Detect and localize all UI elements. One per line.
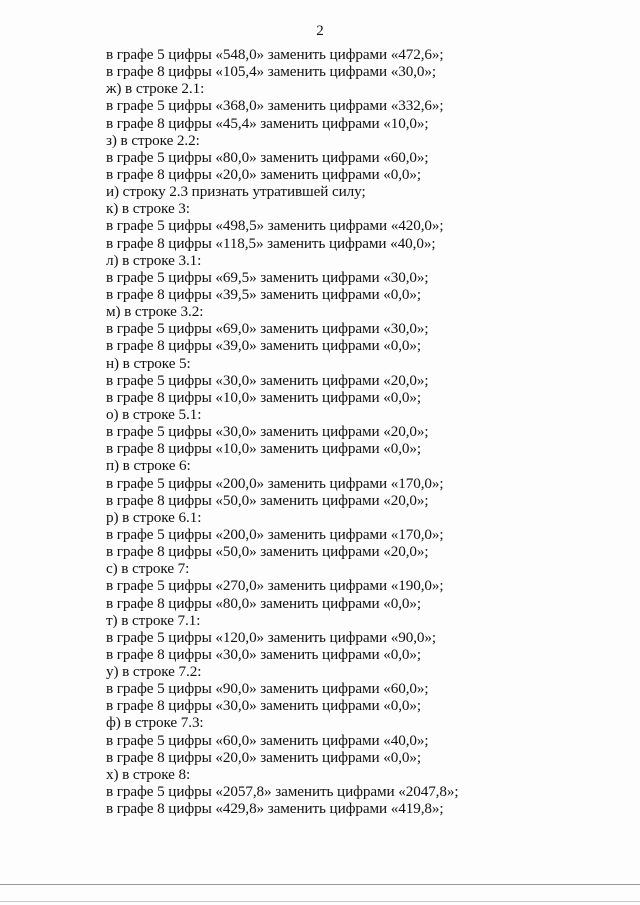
text-line: в графе 8 цифры «45,4» заменить цифрами «10,0»; — [106, 114, 429, 132]
text-line: в графе 8 цифры «429,8» заменить цифрами «419,8»; — [106, 800, 444, 818]
text-line: ж) в строке 2.1: — [106, 80, 205, 98]
page-edge-line — [0, 901, 640, 902]
text-line: в графе 5 цифры «548,0» заменить цифрами «472,6»; — [106, 46, 444, 63]
text-line: в графе 8 цифры «30,0» заменить цифрами «0,0»; — [106, 697, 422, 715]
text-line: в графе 5 цифры «60,0» заменить цифрами «40,0»; — [106, 731, 429, 749]
text-line: в графе 8 цифры «80,0» заменить цифрами «0,0»; — [106, 594, 422, 612]
text-line: в графе 8 цифры «20,0» заменить цифрами «0,0»; — [106, 165, 422, 183]
text-line: в графе 5 цифры «2057,8» заменить цифрами «2047,8»; — [106, 783, 459, 801]
text-line: з) в строке 2.2: — [106, 131, 200, 149]
text-line: в графе 5 цифры «200,0» заменить цифрами «170,0»; — [106, 474, 444, 492]
text-line: в графе 8 цифры «10,0» заменить цифрами «0,0»; — [106, 440, 422, 458]
text-line: в графе 5 цифры «69,5» заменить цифрами «30,0»; — [106, 268, 429, 286]
amendment-text — [106, 46, 606, 817]
page-number: 2 — [316, 23, 324, 39]
text-line: в графе 5 цифры «270,0» заменить цифрами «190,0»; — [106, 577, 444, 595]
text-line: в графе 5 цифры «69,0» заменить цифрами «30,0»; — [106, 320, 429, 338]
text-line: у) в строке 7.2: — [106, 663, 202, 681]
text-line: в графе 8 цифры «118,5» заменить цифрами «40,0»; — [106, 234, 436, 252]
text-line: к) в строке 3: — [106, 200, 190, 218]
text-line: в графе 8 цифры «105,4» заменить цифрами «30,0»; — [106, 63, 437, 81]
text-line: в графе 5 цифры «120,0» заменить цифрами «90,0»; — [106, 628, 437, 646]
text-line: в графе 8 цифры «50,0» заменить цифрами «20,0»; — [106, 491, 429, 509]
text-line: в графе 5 цифры «368,0» заменить цифрами «332,6»; — [106, 97, 444, 115]
text-line: л) в строке 3.1: — [106, 251, 202, 269]
text-line: в графе 5 цифры «200,0» заменить цифрами «170,0»; — [106, 525, 444, 543]
text-line: н) в строке 5: — [106, 354, 191, 372]
text-line: в графе 5 цифры «90,0» заменить цифрами «60,0»; — [106, 680, 429, 698]
text-line: ф) в строке 7.3: — [106, 714, 204, 732]
text-line: р) в строке 6.1: — [106, 508, 202, 526]
text-line: в графе 8 цифры «10,0» заменить цифрами «0,0»; — [106, 388, 422, 406]
text-line: т) в строке 7.1: — [106, 611, 201, 629]
text-line: х) в строке 8: — [106, 765, 191, 783]
text-line: и) строку 2.3 признать утратившей силу; — [106, 183, 366, 201]
text-line: в графе 8 цифры «30,0» заменить цифрами «0,0»; — [106, 645, 422, 663]
text-line: в графе 8 цифры «39,0» заменить цифрами «0,0»; — [106, 337, 422, 355]
text-line: в графе 5 цифры «30,0» заменить цифрами «20,0»; — [106, 371, 429, 389]
text-line: в графе 5 цифры «80,0» заменить цифрами «60,0»; — [106, 148, 429, 166]
text-line: о) в строке 5.1: — [106, 405, 202, 423]
text-line: в графе 8 цифры «50,0» заменить цифрами «20,0»; — [106, 543, 429, 561]
text-line: п) в строке 6: — [106, 457, 191, 475]
text-line: м) в строке 3.2: — [106, 303, 204, 321]
text-line: с) в строке 7: — [106, 560, 190, 578]
page-edge-line — [0, 884, 640, 885]
text-line: в графе 5 цифры «498,5» заменить цифрами «420,0»; — [106, 217, 444, 235]
text-line: в графе 5 цифры «30,0» заменить цифрами «20,0»; — [106, 423, 429, 441]
text-line: в графе 8 цифры «39,5» заменить цифрами «0,0»; — [106, 285, 422, 303]
text-line: в графе 8 цифры «20,0» заменить цифрами «0,0»; — [106, 748, 422, 766]
